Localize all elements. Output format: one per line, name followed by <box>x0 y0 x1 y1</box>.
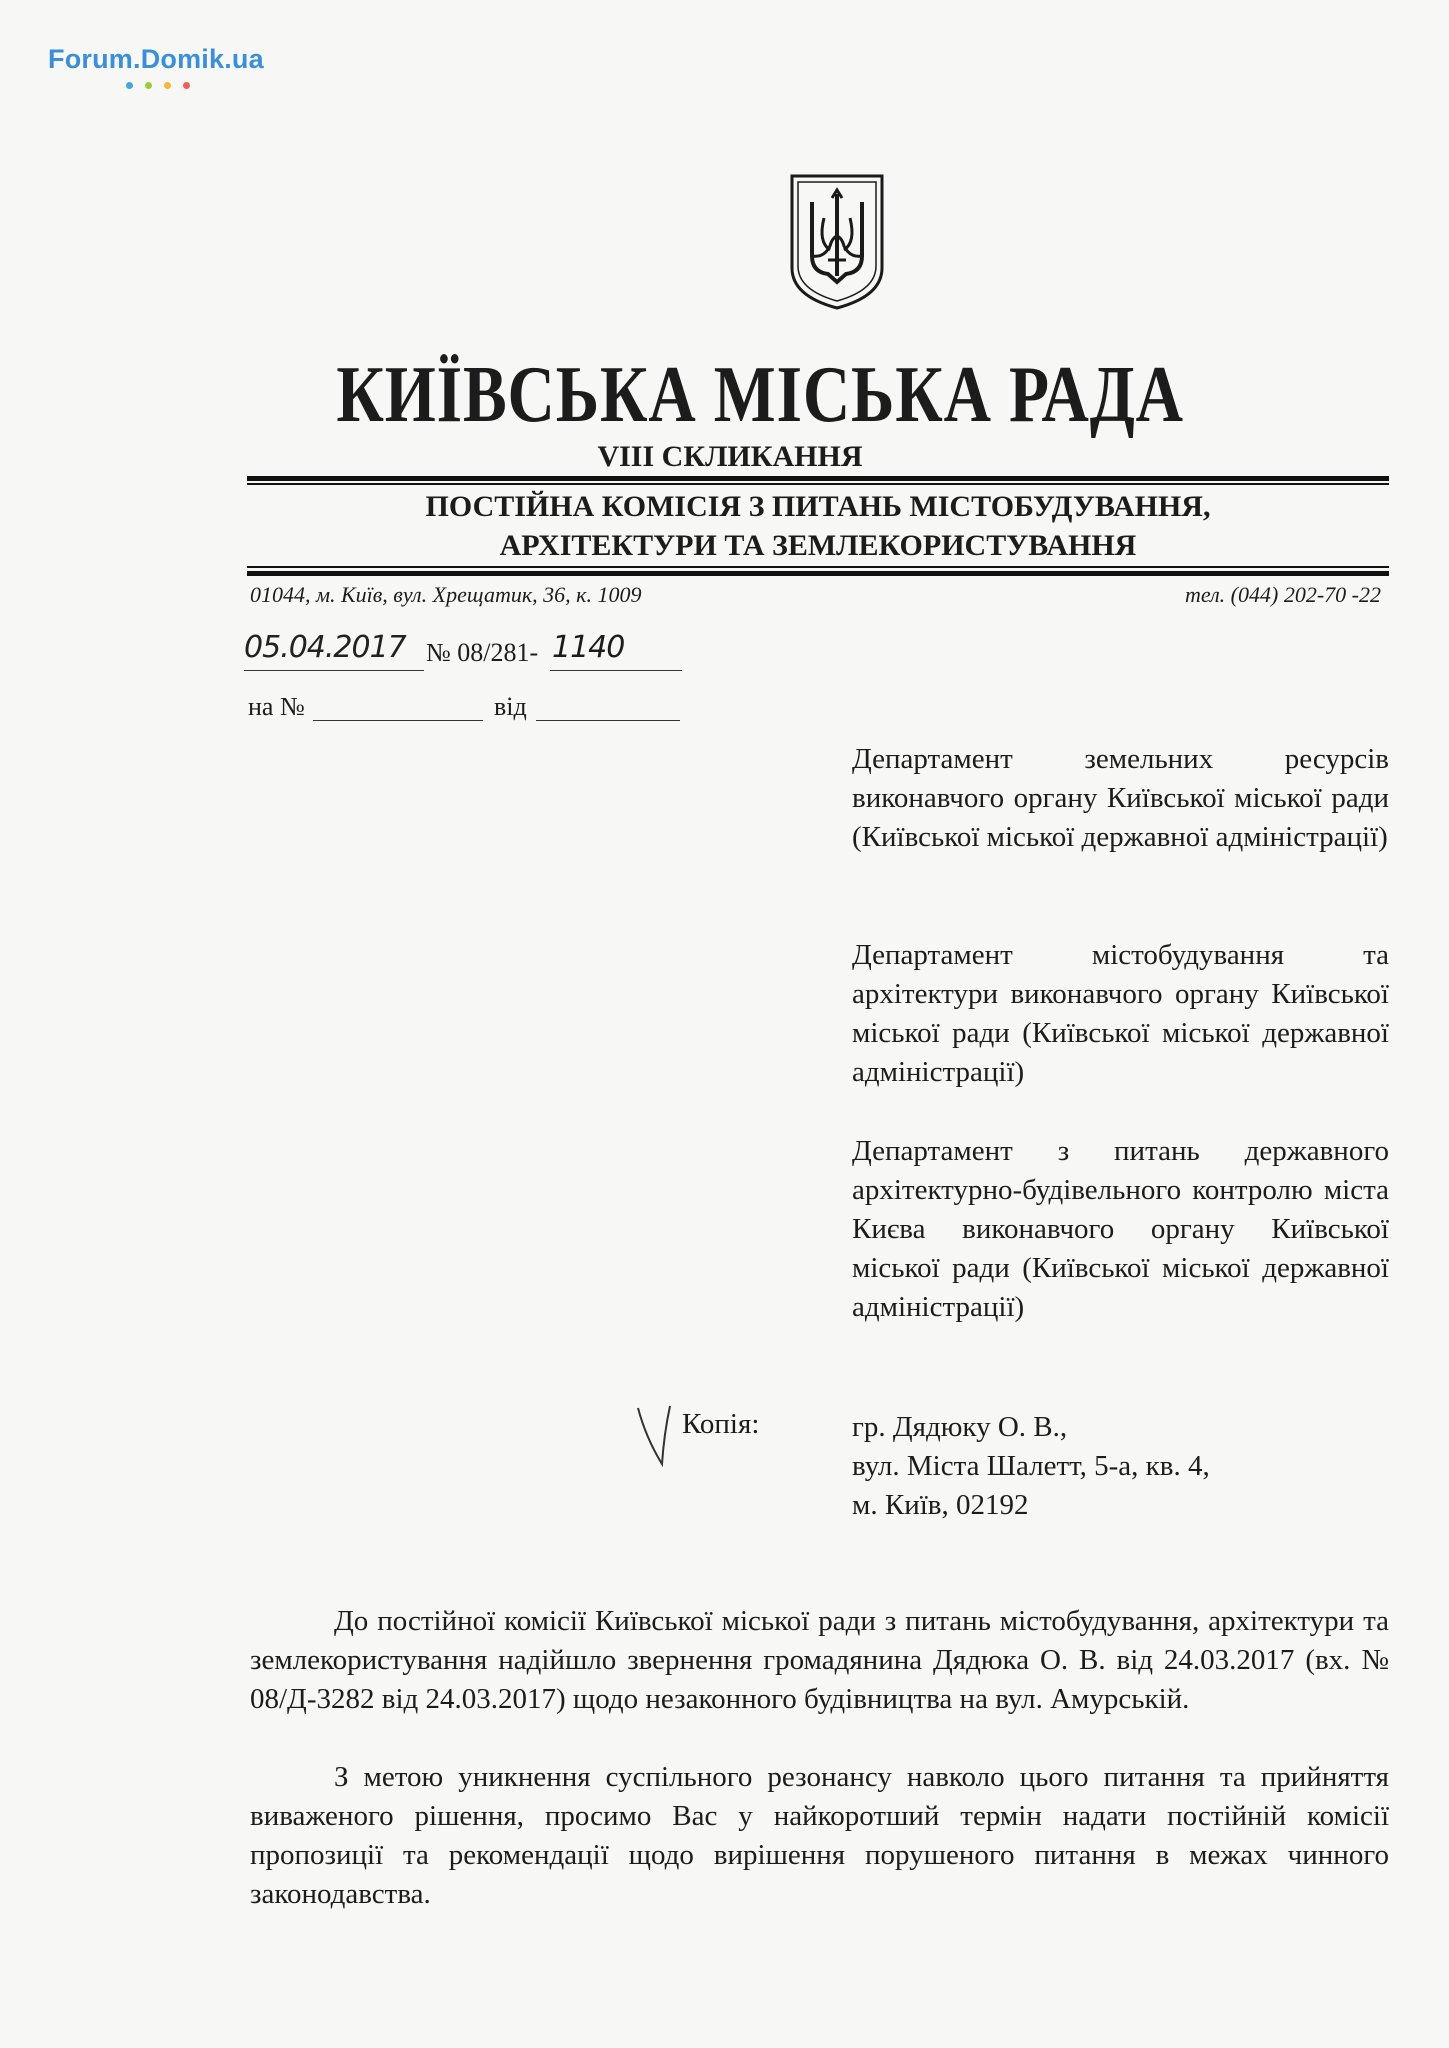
outgoing-date-line <box>244 670 424 671</box>
copy-label: Копія: <box>682 1408 760 1440</box>
outgoing-date-handwritten: 05.04.2017 <box>244 630 406 665</box>
office-address: 01044, м. Київ, вул. Хрещатик, 36, к. 1009 <box>250 582 642 607</box>
header-rule-bottom-thin <box>247 566 1389 568</box>
copy-recipient-city: м. Київ, 02192 <box>852 1489 1029 1521</box>
watermark-dot-blue <box>126 82 133 89</box>
reply-to-label: на № <box>248 692 305 721</box>
recipient-construction-control-department: Департамент з питань державного архітектурно-будівельного контролю міста Києва виконавчого органу Київської міської ради (Київської міської державної адміністрації) <box>852 1135 1389 1323</box>
copy-recipient-block <box>852 1408 1389 1525</box>
watermark-dot-red <box>183 82 190 89</box>
reply-from-label: від <box>494 692 527 721</box>
watermark-dot-yellow <box>164 82 171 89</box>
body-paragraph-1: До постійної комісії Київської міської ради з питань містобудування, архітектури та землекористування надійшло звернення громадянина Дядюка О. В. від 24.03.2017 (вх. № 08/Д-3282 від 24.03.2017) щодо незаконного будівництва на вул. Амурській. <box>250 1605 1389 1715</box>
outgoing-number-label: № 08/281- <box>426 638 539 667</box>
commission-title-line1: ПОСТІЙНА КОМІСІЯ З ПИТАНЬ МІСТОБУДУВАННЯ, <box>425 490 1211 523</box>
outgoing-number-line <box>550 670 682 671</box>
header-rule-bottom-thick <box>247 571 1389 576</box>
outgoing-number-handwritten: 1140 <box>552 630 625 665</box>
convocation-subtitle: VIII СКЛИКАННЯ <box>597 440 863 473</box>
recipient-urban-planning-department: Департамент містобудування та архітектури виконавчого органу Київської міської ради (Київської міської державної адміністрації) <box>852 939 1389 1088</box>
header-rule-top-thick <box>247 476 1389 481</box>
header-rule-top-thin <box>247 483 1389 485</box>
watermark-dot-green <box>145 82 152 89</box>
reply-to-blank-line <box>313 720 483 721</box>
org-name-title: КИЇВСЬКА МІСЬКА РАДА <box>336 351 1184 439</box>
copy-recipient-street: вул. Міста Шалетт, 5-а, кв. 4, <box>852 1450 1210 1482</box>
recipient-land-resources-department: Департамент земельних ресурсів виконавчого органу Київської міської ради (Київської міської державної адміністрації) <box>852 743 1389 853</box>
body-paragraph-2: З метою уникнення суспільного резонансу навколо цього питання та прийняття виваженого рішення, просимо Вас у найкоротший термін надати постійній комісії пропозиції та рекомендації щодо вирішення порушеного питання в межах чинного законодавства. <box>250 1761 1389 1910</box>
check-mark-icon <box>636 1404 672 1468</box>
watermark-dots <box>126 76 202 94</box>
reply-from-blank-line <box>536 720 680 721</box>
watermark-logo: Forum.Domik.ua <box>48 44 264 74</box>
copy-recipient-name: гр. Дядюку О. В., <box>852 1411 1068 1443</box>
commission-title-line2: АРХІТЕКТУРИ ТА ЗЕМЛЕКОРИСТУВАННЯ <box>499 529 1137 562</box>
office-phone: тел. (044) 202-70 -22 <box>1184 582 1381 607</box>
trident-coat-of-arms-icon <box>788 172 886 312</box>
